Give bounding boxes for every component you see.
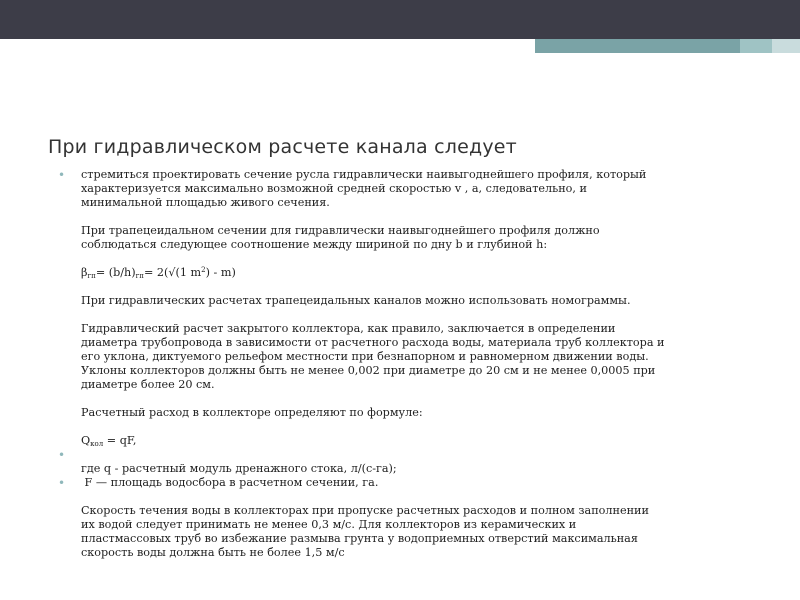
accent-segment-blank: [0, 39, 535, 53]
text-line: диаметра трубопровода в зависимости от расчетного расхода воды, материала труб коллектора и: [81, 336, 665, 349]
text-line: Скорость течения воды в коллекторах при пропуске расчетных расходов и полном заполнении: [81, 504, 649, 517]
text-line: их водой следует принимать не менее 0,3 м/с. Для коллекторов из керамических и: [81, 518, 577, 531]
accent-segment-light: [740, 39, 772, 53]
text-line: где q - расчетный модуль дренажного стока, л/(с-га);: [81, 462, 397, 475]
bullet-dot-icon: •: [58, 448, 66, 462]
text-line: Уклоны коллекторов должны быть не менее 0,002 при диаметре до 20 см и не менее 0,0005 при: [81, 364, 656, 377]
text-line: F — площадь водосбора в расчетном сечении, га.: [81, 476, 379, 489]
text-line: стремиться проектировать сечение русла гидравлически наивыгоднейшего профиля, который: [81, 168, 647, 181]
formula-q: $Q_{кол}$ = qF,: [81, 434, 137, 448]
bullet-item-area: [58, 476, 758, 560]
text-line: соблюдаться следующее соотношение между шириной по дну b и глубиной h:: [81, 238, 548, 251]
text-line: минимальной площадью живого сечения.: [81, 196, 330, 209]
accent-segment-lighter: [772, 39, 800, 53]
text-line: его уклона, диктуемого рельефом местности при безнапорном и равномерном движении воды.: [81, 350, 649, 363]
top-bar: [0, 0, 800, 39]
text-line: скорость воды должна быть не более 1,5 м/с: [81, 546, 345, 559]
text-line: Расчетный расход в коллекторе определяют по формуле:: [81, 406, 423, 419]
bullet-dot-icon: •: [58, 476, 66, 490]
text-line: диаметре более 20 см.: [81, 378, 215, 391]
text-line: Гидравлический расчет закрытого коллектора, как правило, заключается в определении: [81, 322, 616, 335]
text-line: пластмассовых труб во избежание размыва грунта у водоприемных отверстий максимальная: [81, 532, 638, 545]
slide-content: [58, 168, 758, 560]
bullet-item-main: [58, 168, 758, 448]
accent-segment-teal: [535, 39, 740, 53]
slide-title: При гидравлическом расчете канала следует: [48, 136, 517, 158]
accent-strip: [0, 39, 800, 53]
text-line: При трапецеидальном сечении для гидравлически наивыгоднейшего профиля должно: [81, 224, 600, 237]
text-line: При гидравлических расчетах трапецеидальных каналов можно использовать номограммы.: [81, 294, 631, 307]
bullet-dot-icon: •: [58, 168, 66, 182]
formula-beta: $\beta_{гп}= (b/h)_{гп}= 2(√(1$ $m^2) - m$): [81, 266, 236, 280]
text-line: характеризуется максимально возможной средней скоростью v , а, следовательно, и: [81, 182, 587, 195]
bullet-item-empty: [58, 448, 758, 476]
